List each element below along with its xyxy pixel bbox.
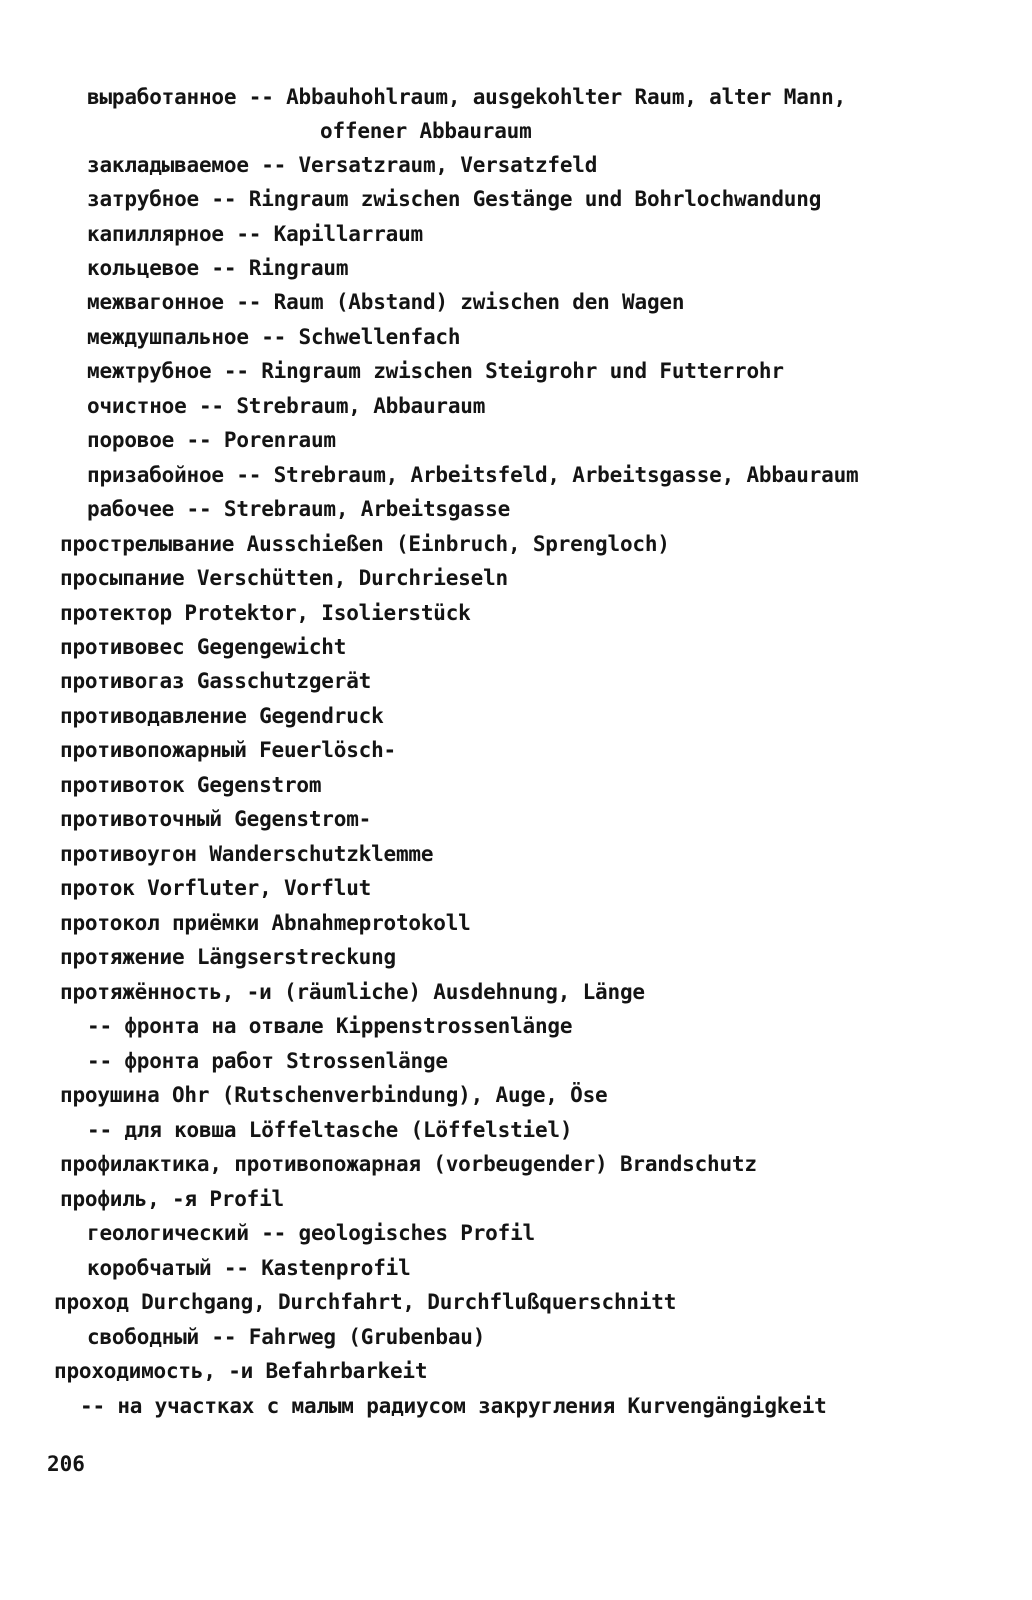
page-number: 206 <box>47 1452 85 1476</box>
entry-line: поровое -- Porenraum <box>87 428 336 452</box>
entry-line: протокол приёмки Abnahmeprotokoll <box>60 911 471 935</box>
entry-line: свободный -- Fahrweg (Grubenbau) <box>87 1325 486 1349</box>
entry-line: проток Vorfluter, Vorflut <box>60 876 372 900</box>
entry-line: проушина Ohr (Rutschenverbindung), Auge, Öse <box>60 1083 608 1107</box>
entry-line: прострелывание Ausschießen (Einbruch, Sprengloch) <box>60 532 670 556</box>
entry-line: offener Abbauraum <box>320 119 532 143</box>
entry-line: -- фронта работ Strossenlänge <box>87 1049 448 1073</box>
entry-line: закладываемое -- Versatzraum, Versatzfeld <box>87 153 598 177</box>
entry-line: затрубное -- Ringraum zwischen Gestänge und Bohrlochwandung <box>87 187 822 211</box>
entry-line: проходимость, -и Befahrbarkeit <box>54 1359 428 1383</box>
entry-line: -- фронта на отвале Kippenstrossenlänge <box>87 1014 573 1038</box>
entry-line: противовес Gegengewicht <box>60 635 347 659</box>
entry-line: выработанное -- Abbauhohlraum, ausgekohlter Raum, alter Mann, <box>87 85 847 109</box>
entry-line: очистное -- Strebraum, Abbauraum <box>87 394 486 418</box>
entry-line: противоток Gegenstrom <box>60 773 322 797</box>
entry-line: проход Durchgang, Durchfahrt, Durchflußquerschnitt <box>54 1290 677 1314</box>
entry-line: призабойное -- Strebraum, Arbeitsfeld, Arbeitsgasse, Abbauraum <box>87 463 859 487</box>
entry-line: капиллярное -- Kapillarraum <box>87 222 423 246</box>
entry-line: противогаз Gasschutzgerät <box>60 669 372 693</box>
entry-line: профилактика, противопожарная (vorbeugender) Brandschutz <box>60 1152 757 1176</box>
entry-line: коробчатый -- Kastenprofil <box>87 1256 411 1280</box>
entry-line: просыпание Verschütten, Durchrieseln <box>60 566 508 590</box>
entry-line: межвагонное -- Raum (Abstand) zwischen den Wagen <box>87 290 685 314</box>
entry-line: -- для ковша Löffeltasche (Löffelstiel) <box>87 1118 573 1142</box>
entry-line: противоточный Gegenstrom- <box>60 807 372 831</box>
entry-line: кольцевое -- Ringraum <box>87 256 349 280</box>
entry-line: -- на участках с малым радиусом закругления Kurvengängigkeit <box>80 1394 827 1418</box>
entry-line: протектор Protektor, Isolierstück <box>60 601 471 625</box>
entry-line: протяжённость, -и (räumliche) Ausdehnung, Länge <box>60 980 645 1004</box>
entry-line: междушпальное -- Schwellenfach <box>87 325 461 349</box>
entry-line: профиль, -я Profil <box>60 1187 284 1211</box>
entry-line: протяжение Längserstreckung <box>60 945 396 969</box>
entry-line: рабочее -- Strebraum, Arbeitsgasse <box>87 497 511 521</box>
entry-line: геологический -- geologisches Profil <box>87 1221 535 1245</box>
entry-line: противоугон Wanderschutzklemme <box>60 842 434 866</box>
entry-line: межтрубное -- Ringraum zwischen Steigrohr und Futterrohr <box>87 359 784 383</box>
entry-line: противопожарный Feuerlösch- <box>60 738 396 762</box>
entry-line: противодавление Gegendruck <box>60 704 384 728</box>
